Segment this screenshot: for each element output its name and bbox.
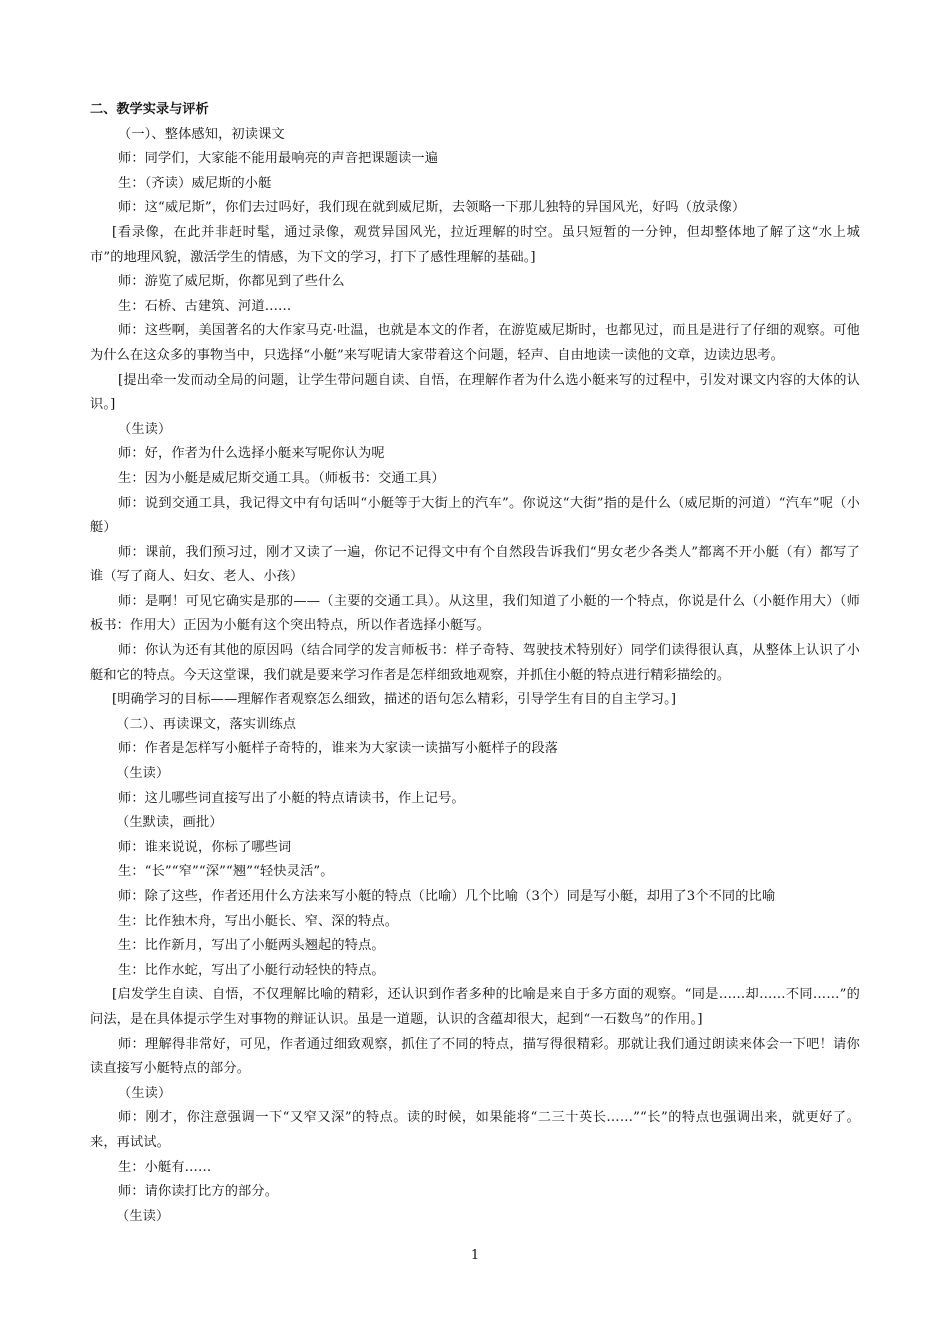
paragraph: 师：同学们，大家能不能用最响亮的声音把课题读一遍 bbox=[118, 151, 439, 167]
paragraph: 师：作者是怎样写小艇样子奇特的，谁来为大家读一读描写小艇样子的段落 bbox=[118, 741, 559, 757]
section-heading: 二、教学实录与评析 bbox=[90, 102, 209, 117]
paragraph: 生：比作独木舟，写出小艇长、窄、深的特点。 bbox=[118, 913, 399, 929]
paragraph: 师：课前，我们预习过，刚才又读了一遍，你记不记得文中有个自然段告诉我们“男女老少各类人”都离不开小艇（有）都写了谁（写了商人、妇女、老人、小孩） bbox=[90, 544, 860, 585]
paragraph: 师：谁来说说，你标了哪些词 bbox=[118, 839, 292, 855]
paragraph: 师：请你读打比方的部分。 bbox=[118, 1184, 279, 1200]
paragraph: 师：理解得非常好，可见，作者通过细致观察，抓住了不同的特点，描写得很精彩。那就让我们通过朗读来体会一下吧！请你读直接写小艇特点的部分。 bbox=[90, 1036, 860, 1077]
paragraph: [看录像，在此并非赶时髦，通过录像，观赏异国风光，拉近理解的时空。虽只短暂的一分钟，但却整体地了解了这“水上城市”的地理风貌，激活学生的情感，为下文的学习，打下了感性理解的基础。] bbox=[90, 224, 860, 265]
paragraph: 生：“长”“窄”“深”“翘”“轻快灵活”。 bbox=[118, 864, 334, 880]
paragraph: [提出牵一发而动全局的问题，让学生带问题自读、自悟，在理解作者为什么选小艇来写的过程中，引发对课文内容的大体的认识。] bbox=[90, 372, 860, 413]
paragraph: 生：（齐读）威尼斯的小艇 bbox=[118, 175, 272, 191]
paragraph: 师：游览了威尼斯，你都见到了些什么 bbox=[118, 274, 345, 290]
paragraph: （生默读，画批） bbox=[116, 815, 223, 831]
paragraph: 师：刚才，你注意强调一下“又窄又深”的特点。读的时候，如果能将“二三十英长……”“长”的特点也强调出来，就更好了。来，再试试。 bbox=[90, 1110, 860, 1150]
paragraph: （生读） bbox=[116, 766, 170, 782]
paragraph: 师：这“威尼斯”，你们去过吗好，我们现在就到威尼斯，去领略一下那儿独特的异国风光，好吗（放录像） bbox=[118, 200, 746, 216]
paragraph: 生：小艇有…… bbox=[118, 1159, 212, 1175]
paragraph-list bbox=[90, 123, 860, 1230]
document-body bbox=[90, 98, 860, 1229]
paragraph: （生读） bbox=[118, 1085, 172, 1101]
paragraph: （生读） bbox=[116, 1208, 170, 1224]
paragraph: 生：因为小艇是威尼斯交通工具。（师板书：交通工具） bbox=[118, 470, 445, 486]
paragraph: 生：比作新月，写出了小艇两头翘起的特点。 bbox=[118, 938, 385, 954]
paragraph: [启发学生自读、自悟，不仅理解比喻的精彩，还认识到作者多种的比喻是来自于多方面的观察。“同是……却……不同……”的问法，是在具体提示学生对事物的辩证认识。虽是一道题，认识的含蕴却很大，起到“一石数鸟”的作用。] bbox=[90, 987, 860, 1027]
paragraph: 师：这儿哪些词直接写出了小艇的特点请读书，作上记号。 bbox=[118, 790, 465, 806]
paragraph: 师：好，作者为什么选择小艇来写呢你认为呢 bbox=[118, 446, 385, 462]
paragraph: （二）、再读课文，落实训练点 bbox=[116, 716, 297, 732]
paragraph: 师：你认为还有其他的原因吗（结合同学的发言师板书：样子奇特、驾驶技术特别好）同学们读得很认真，从整体上认识了小艇和它的特点。今天这堂课，我们就是要来学习作者是怎样细致地观察，并抓住小艇的特点进行精彩描绘的。 bbox=[90, 643, 860, 683]
page-number: 1 bbox=[470, 1248, 480, 1263]
paragraph: 生：石桥、古建筑、河道…… bbox=[118, 298, 292, 314]
paragraph: 师：这些啊，美国著名的大作家马克·吐温，也就是本文的作者，在游览威尼斯时，也都见过，而且是进行了仔细的观察。可他为什么在这众多的事物当中，只选择“小艇”来写呢请大家带着这个问题，轻声、自由地读一读他的文章，边读边思考。 bbox=[90, 323, 860, 363]
paragraph: 师：说到交通工具，我记得文中有句话叫“小艇等于大街上的汽车”。你说这“大街”指的是什么（威尼斯的河道）“汽车”呢（小艇） bbox=[90, 495, 860, 536]
paragraph: 师：是啊！可见它确实是那的——（主要的交通工具）。从这里，我们知道了小艇的一个特点，你说是什么（小艇作用大）（师板书：作用大）正因为小艇有这个突出特点，所以作者选择小艇写。 bbox=[90, 593, 860, 634]
paragraph: （生读） bbox=[118, 421, 172, 437]
paragraph: （一）、整体感知，初读课文 bbox=[118, 126, 285, 142]
paragraph: 生：比作水蛇，写出了小艇行动轻快的特点。 bbox=[118, 962, 385, 978]
paragraph: 师：除了这些，作者还用什么方法来写小艇的特点（比喻）几个比喻（3个）同是写小艇，却用了3个不同的比喻 bbox=[118, 889, 776, 904]
paragraph: [明确学习的目标——理解作者观察怎么细致，描述的语句怎么精彩，引导学生有目的自主学习。] bbox=[112, 692, 677, 708]
